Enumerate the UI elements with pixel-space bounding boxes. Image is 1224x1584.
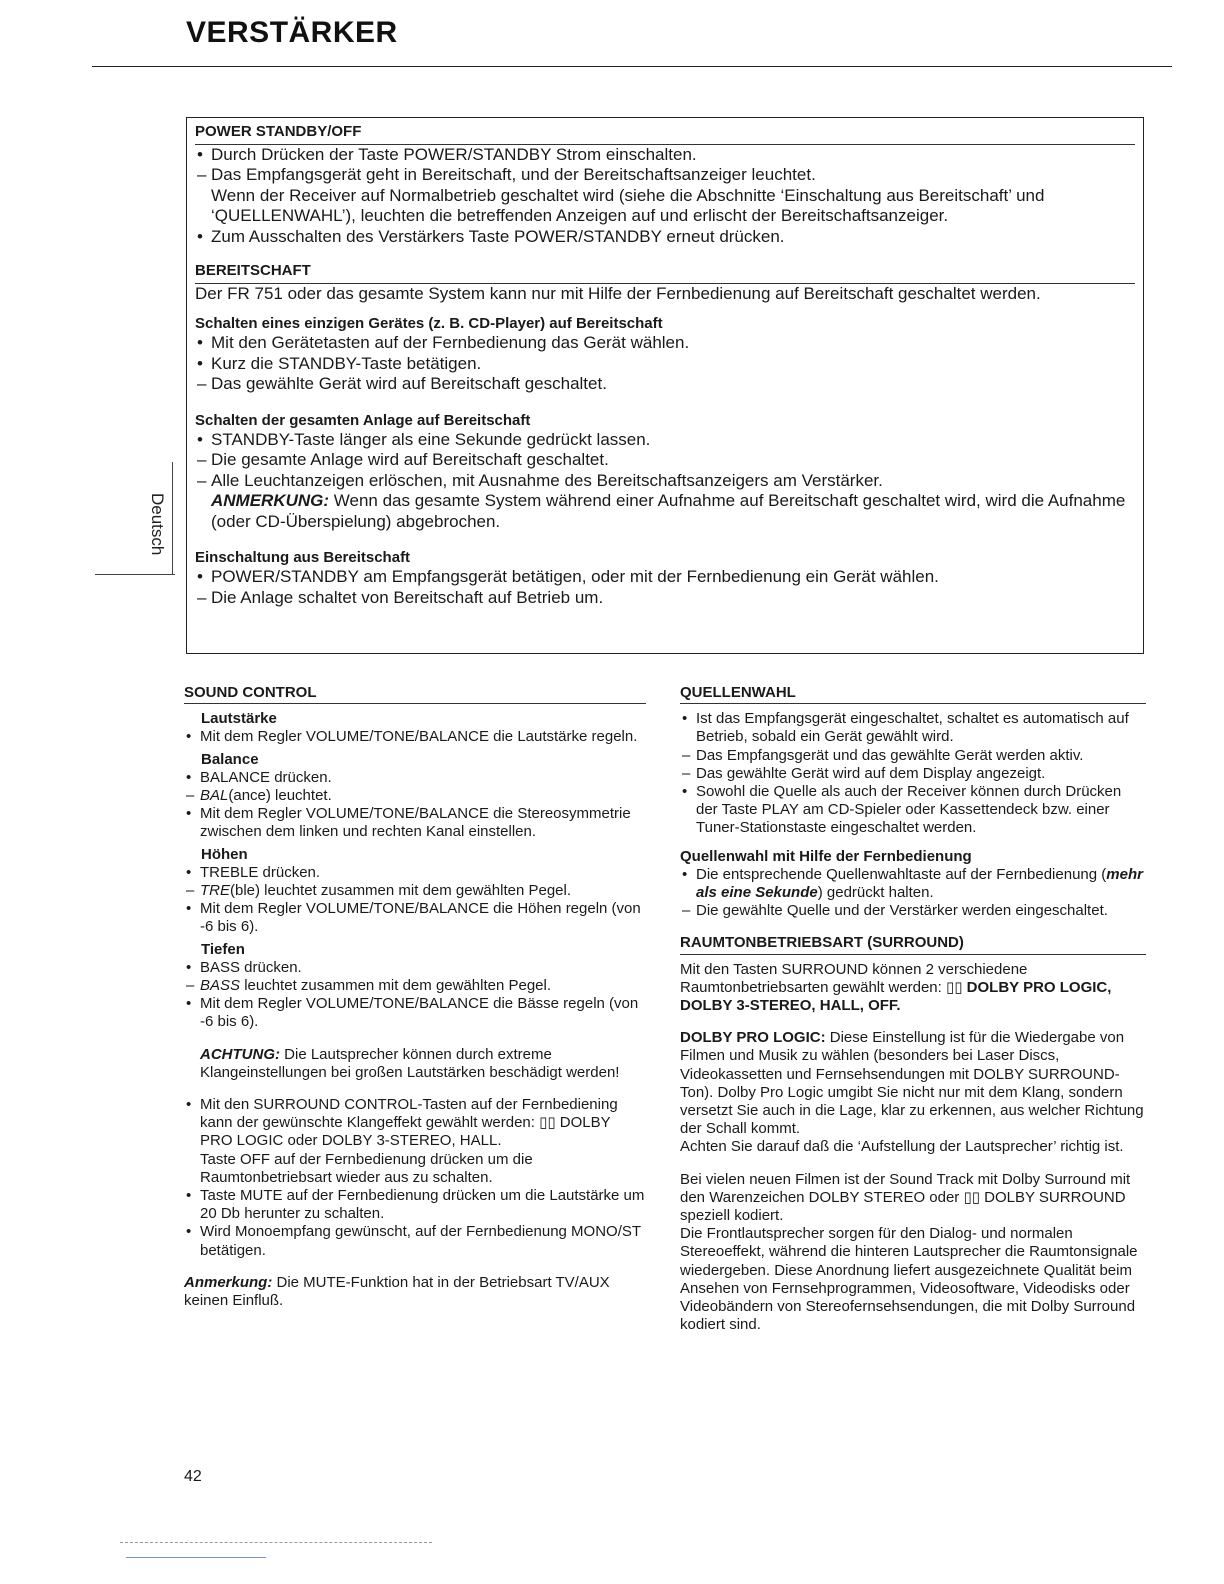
standby-heading: BEREITSCHAFT xyxy=(195,261,1135,284)
list-marker: • xyxy=(682,783,688,801)
list-text: Sowohl die Quelle als auch der Receiver können durch Drücken der Taste PLAY am CD-Spieler oder Kassettendeck bzw. einer Tuner-Stationstaste eingeschaltet werden. xyxy=(696,783,1122,837)
wake-list xyxy=(195,567,1135,608)
scan-artifact-rule xyxy=(126,1557,266,1558)
source-list xyxy=(680,710,1146,837)
standby-note-text: Wenn das gesamte System während einer Aufnahme auf Bereitschaft geschaltet wird, wird die Aufnahme (oder CD-Überspielung) abgebrochen. xyxy=(211,491,1126,531)
surround-off-item: Taste OFF auf der Fernbedienung drücken um die Raumtonbetriebsart wieder aus zu schalten. xyxy=(200,1150,533,1186)
list-text: Kurz die STANDBY-Taste betätigen. xyxy=(211,353,482,373)
list-text: Das gewählte Gerät wird auf dem Display angezeigt. xyxy=(696,764,1046,782)
whole-system-list-item xyxy=(195,430,1135,451)
wake-list-item xyxy=(195,588,1135,609)
list-marker: • xyxy=(197,333,203,352)
volume-item: • Mit dem Regler VOLUME/TONE/BALANCE die Lautstärke regeln. xyxy=(186,728,638,746)
single-device-list-item xyxy=(195,333,1135,354)
power-list xyxy=(195,145,1135,248)
single-device-list xyxy=(195,333,1135,395)
source-column xyxy=(680,684,1146,1335)
balance-item-3: • Mit dem Regler VOLUME/TONE/BALANCE die Stereosymmetrie zwischen dem linken und rechten Kanal einstellen. xyxy=(186,805,631,841)
list-marker: – xyxy=(682,764,691,782)
list-marker: – xyxy=(197,587,207,607)
wake-heading: Einschaltung aus Bereitschaft xyxy=(195,549,411,566)
balance-heading: Balance xyxy=(201,750,259,768)
sound-control-column xyxy=(184,684,646,1310)
warning-note: ACHTUNG: Die Lautsprecher können durch extreme Klangeinstellungen bei großen Lautstärken beschädigt werden! xyxy=(200,1045,620,1081)
standby-intro: Der FR 751 oder das gesamte System kann nur mit Hilfe der Fernbedienung auf Bereitschaft geschaltet werden. xyxy=(195,283,1041,303)
list-marker: – xyxy=(197,470,207,490)
list-text: Alle Leuchtanzeigen erlöschen, mit Ausnahme des Bereitschaftsanzeigers am Verstärker. xyxy=(211,470,883,490)
list-text: Durch Drücken der Taste POWER/STANDBY Strom einschalten. xyxy=(211,144,697,164)
source-heading: QUELLENWAHL xyxy=(680,684,1146,704)
single-device-heading: Schalten eines einzigen Gerätes (z. B. CD-Player) auf Bereitschaft xyxy=(195,315,663,332)
list-text: Zum Ausschalten des Verstärkers Taste POWER/STANDBY erneut drücken. xyxy=(211,226,785,246)
remote-source-heading: Quellenwahl mit Hilfe der Fernbedienung xyxy=(680,847,972,865)
balance-item-1: • BALANCE drücken. xyxy=(186,768,332,786)
bass-item-2: – BASS leuchtet zusammen mit dem gewählten Pegel. xyxy=(186,977,552,995)
list-marker: • xyxy=(197,144,203,164)
mono-item: • Wird Monoempfang gewünscht, auf der Fernbedienung MONO/ST betätigen. xyxy=(186,1223,641,1259)
list-marker: – xyxy=(682,746,691,764)
remote-source-item-2: – Die gewählte Quelle und der Verstärker werden eingeschaltet. xyxy=(682,902,1108,920)
whole-system-list-item xyxy=(195,450,1135,471)
source-list-item xyxy=(680,747,1146,765)
list-text: Mit den Gerätetasten auf der Fernbedienung das Gerät wählen. xyxy=(211,333,690,352)
source-list-item xyxy=(680,765,1146,783)
whole-system-heading: Schalten der gesamten Anlage auf Bereitschaft xyxy=(195,411,531,429)
language-tab xyxy=(142,478,172,570)
list-marker: • xyxy=(197,567,203,586)
surround-control-item: • Mit den SURROUND CONTROL-Tasten auf der Fernbediening kann der gewünschte Klangeffekt gewählt werden: ▯▯ DOLBY PRO LOGIC oder DOLBY 3-STEREO, HALL. xyxy=(186,1096,618,1150)
power-list-item xyxy=(195,186,1135,227)
list-text: POWER/STANDBY am Empfangsgerät betätigen, oder mit der Fernbedienung ein Gerät wählen. xyxy=(211,567,939,586)
treble-item-1: • TREBLE drücken. xyxy=(186,863,321,881)
standby-note-label: ANMERKUNG: xyxy=(211,491,330,510)
list-marker: • xyxy=(197,353,203,373)
page-number: 42 xyxy=(184,1468,202,1485)
list-text: Wenn der Receiver auf Normalbetrieb geschaltet wird (siehe die Abschnitte ‘Einschaltung aus Bereitschaft’ und ‘QUELLENWAHL’), leuchten die betreffenden Anzeigen auf und erlischt der Bereitschaftsanzeiger. xyxy=(211,185,1045,225)
side-tab-bracket xyxy=(172,462,173,574)
dolby-pro-logic-paragraph: DOLBY PRO LOGIC: Diese Einstellung ist für die Wiedergabe von Filmen und Musik zu wählen (besonders bei Laser Discs, Videokassetten und Fernsehsendungen mit DOLBY SURROUND-Ton). Dolby Pro Logic umgibt Sie nicht nur mit dem Klang, sondern versetzt Sie auch in die Lage, klar zu erkennen, aus welcher Richtung der Schall kommt. xyxy=(680,1029,1144,1138)
wake-list-item xyxy=(195,567,1135,588)
list-text: Das gewählte Gerät wird auf Bereitschaft geschaltet. xyxy=(211,374,607,393)
treble-heading: Höhen xyxy=(201,845,248,863)
standby-note xyxy=(195,491,1135,532)
page-title: VERSTÄRKER xyxy=(186,16,398,49)
standby-box xyxy=(186,117,1144,654)
side-tab-rule xyxy=(95,574,175,575)
language-tab-label: Deutsch xyxy=(148,492,167,556)
list-text: Die Anlage schaltet von Bereitschaft auf Betrieb um. xyxy=(211,587,604,607)
treble-item-3: • Mit dem Regler VOLUME/TONE/BALANCE die Höhen regeln (von -6 bis 6). xyxy=(186,900,641,936)
front-speakers-paragraph: Die Frontlautsprecher sorgen für den Dialog- und normalen Stereoeffekt, während die hinteren Lautsprecher die Raumtonsignale wiedergeben. Diese Anordnung liefert ausgezeichnete Qualität beim Ansehen von Fernsehprogrammen, Videosoftware, Videodisks oder Videobändern von Stereofernsehsendungen, die mit Dolby Surround kodiert sind. xyxy=(680,1225,1138,1334)
balance-item-2: – BAL(ance) leuchtet. xyxy=(186,787,332,805)
mute-item: • Taste MUTE auf der Fernbedienung drücken um die Lautstärke um 20 Db herunter zu schalten. xyxy=(186,1187,645,1223)
power-list-item xyxy=(195,165,1135,186)
single-device-list-item xyxy=(195,354,1135,375)
speaker-setup-paragraph: Achten Sie darauf daß die ‘Aufstellung der Lautsprecher’ richtig ist. xyxy=(680,1138,1124,1156)
list-marker: – xyxy=(197,450,207,469)
whole-system-list-item xyxy=(195,471,1135,492)
single-device-list-item xyxy=(195,374,1135,395)
power-list-item xyxy=(195,227,1135,248)
surround-intro: Mit den Tasten SURROUND können 2 verschiedene Raumtonbetriebsarten gewählt werden: ▯▯ DOLBY PRO LOGIC, DOLBY 3-STEREO, HALL, OFF. xyxy=(680,960,1112,1015)
power-list-item xyxy=(195,145,1135,166)
power-heading: POWER STANDBY/OFF xyxy=(195,122,1135,145)
sound-control-heading: SOUND CONTROL xyxy=(184,684,646,704)
surround-heading: RAUMTONBETRIEBSART (SURROUND) xyxy=(680,934,1146,954)
scan-artifact-dash xyxy=(120,1542,432,1543)
mute-note: Anmerkung: Die MUTE-Funktion hat in der Betriebsart TV/AUX keinen Einfluß. xyxy=(184,1273,610,1310)
films-paragraph: Bei vielen neuen Filmen ist der Sound Track mit Dolby Surround mit den Warenzeichen DOLBY STEREO oder ▯▯ DOLBY SURROUND speziell kodiert. xyxy=(680,1170,1131,1225)
list-marker: • xyxy=(197,429,203,449)
bass-heading: Tiefen xyxy=(201,940,245,958)
title-rule xyxy=(92,66,1172,67)
list-marker: – xyxy=(197,165,207,184)
list-text: Ist das Empfangsgerät eingeschaltet, schaltet es automatisch auf Betrieb, sobald ein Gerät gewählt wird. xyxy=(696,710,1129,746)
remote-source-item-1: • Die entsprechende Quellenwahltaste auf der Fernbedienung (mehr als eine Sekunde) gedrückt halten. xyxy=(682,865,1143,902)
treble-item-2: – TRE(ble) leuchtet zusammen mit dem gewählten Pegel. xyxy=(186,882,572,900)
list-marker: – xyxy=(197,374,207,393)
list-marker: • xyxy=(197,226,203,246)
bass-item-1: • BASS drücken. xyxy=(186,958,302,976)
source-list-item xyxy=(680,710,1146,746)
whole-system-list xyxy=(195,430,1135,492)
list-text: Die gesamte Anlage wird auf Bereitschaft geschaltet. xyxy=(211,450,609,469)
list-text: Das Empfangsgerät geht in Bereitschaft, und der Bereitschaftsanzeiger leuchtet. xyxy=(211,165,816,184)
list-marker: • xyxy=(682,710,688,728)
bass-item-3: • Mit dem Regler VOLUME/TONE/BALANCE die Bässe regeln (von -6 bis 6). xyxy=(186,995,639,1031)
source-list-item xyxy=(680,783,1146,838)
list-text: STANDBY-Taste länger als eine Sekunde gedrückt lassen. xyxy=(211,429,651,449)
list-text: Das Empfangsgerät und das gewählte Gerät werden aktiv. xyxy=(696,746,1084,764)
volume-heading: Lautstärke xyxy=(201,710,277,728)
